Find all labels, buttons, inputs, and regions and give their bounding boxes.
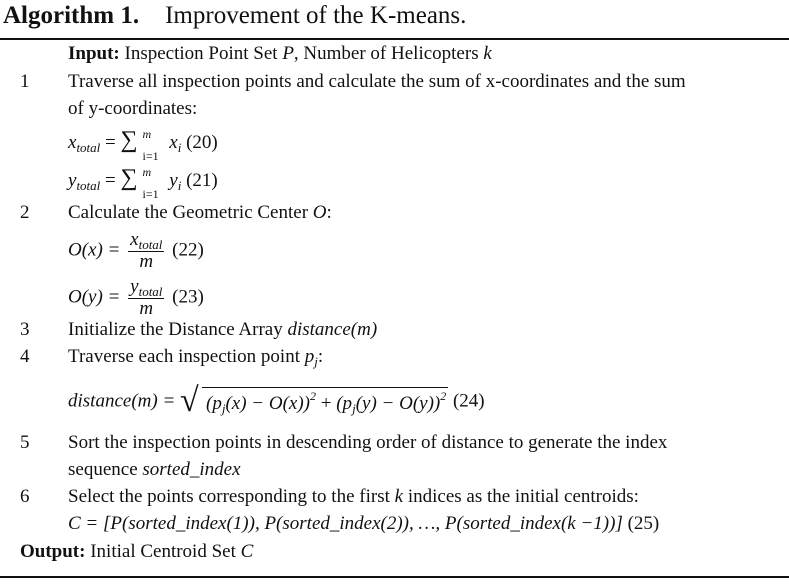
step-4-number: 4	[20, 346, 30, 367]
equation-20: $x_{total}$ = ∑ m i=1 $x_i$ (20)	[68, 126, 218, 163]
output-line: Output: Initial Centroid Set C	[20, 541, 254, 562]
input-line: Input: Inspection Point Set P, Number of Helicopters k	[68, 43, 492, 64]
step-4-line: Traverse each inspection point $p_j$:	[68, 346, 324, 369]
square-root: √ $(p_j(x) - O(x))^2 + (p_j(y) - O(y))^2$	[180, 382, 447, 419]
bottom-rule	[0, 576, 789, 578]
sum-symbol: ∑ m i=1	[120, 164, 159, 201]
step-5-line-1: Sort the inspection points in descending order of distance to generate the index	[68, 432, 668, 453]
top-rule	[0, 38, 789, 40]
algorithm-label: Algorithm 1.	[3, 2, 140, 29]
equation-23: O(y) = $\frac{y_{total}}{m}$ (23)	[68, 276, 204, 319]
sum-symbol: ∑ m i=1	[120, 126, 159, 163]
fraction: $\frac{x_{total}}{m}$	[130, 229, 163, 272]
equation-25: C = [P(sorted_index(1)), P(sorted_index(2)), …, P(sorted_index(k −1))] (25)	[68, 513, 660, 534]
algorithm-name: Improvement of the K-means.	[165, 2, 467, 29]
step-6-line-1: Select the points corresponding to the first k indices as the initial centroids:	[68, 486, 639, 507]
step-2-line: Calculate the Geometric Center O:	[68, 202, 332, 223]
equation-21: $y_{total}$ = ∑ m i=1 $y_i$ (21)	[68, 164, 218, 201]
equation-24: distance(m) = √ $(p_j(x) - O(x))^2 + (p_j(y) - O(y))^2$ (24)	[68, 382, 485, 419]
equation-22: O(x) = $\frac{x_{total}}{m}$ (22)	[68, 229, 204, 272]
step-5-number: 5	[20, 432, 30, 453]
step-5-line-2: sequence sorted_index	[68, 459, 241, 480]
step-3-line: Initialize the Distance Array distance(m)	[68, 319, 378, 340]
step-2-number: 2	[20, 202, 30, 223]
step-3-number: 3	[20, 319, 30, 340]
step-1-line-2: of y-coordinates:	[68, 98, 198, 119]
step-6-number: 6	[20, 486, 30, 507]
step-1-line-1: Traverse all inspection points and calculate the sum of x-coordinates and the sum	[68, 71, 686, 92]
algorithm-title	[3, 2, 466, 30]
fraction: $\frac{y_{total}}{m}$	[130, 276, 163, 319]
step-1-number: 1	[20, 71, 30, 92]
